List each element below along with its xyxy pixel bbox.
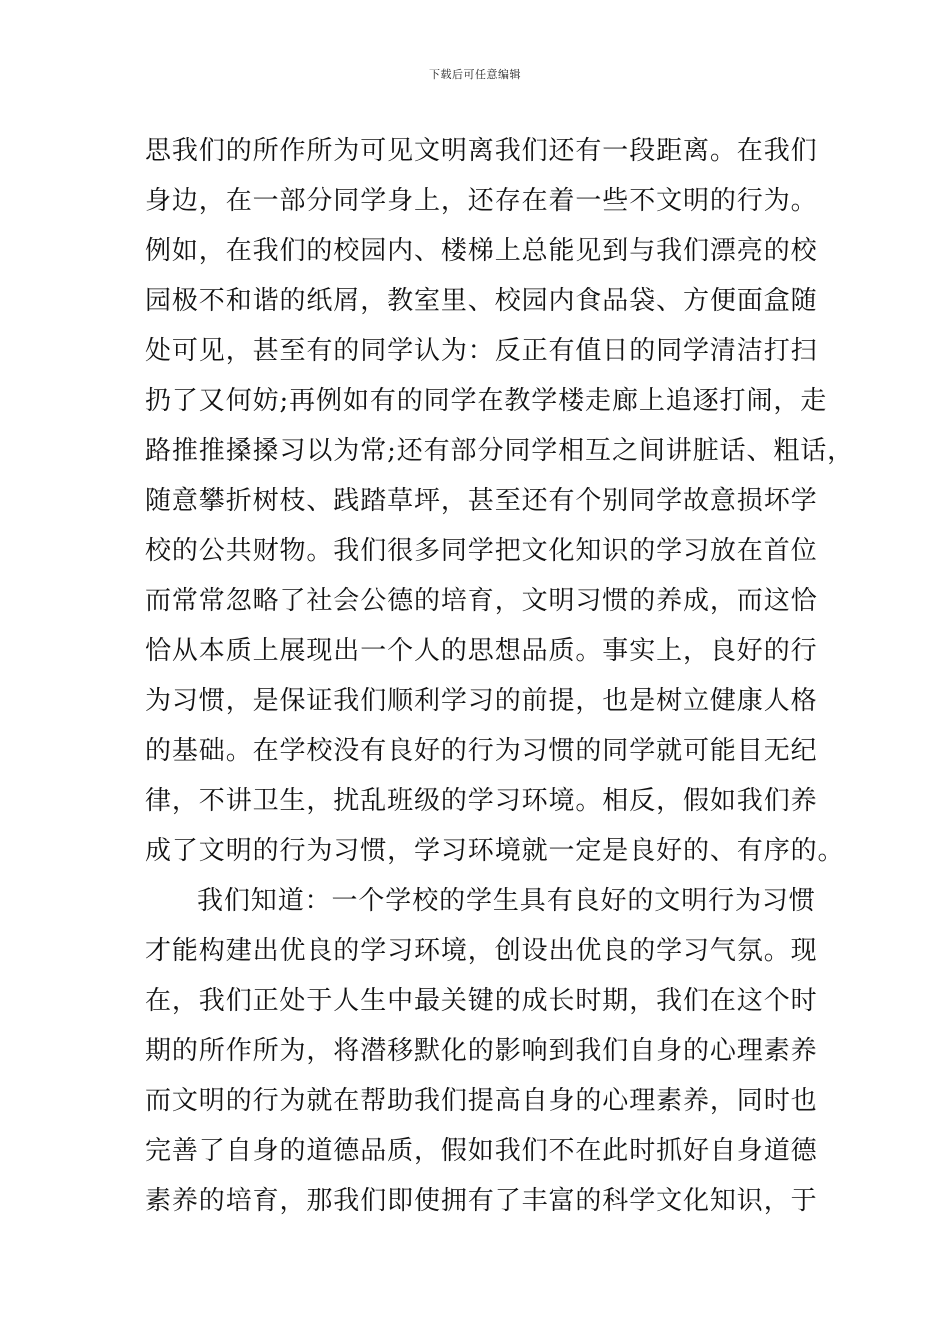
text-line: 在，我们正处于人生中最关键的成长时期，我们在这个时 xyxy=(145,986,818,1016)
text-line: 期的所作所为，将潜移默化的影响到我们自身的心理素养 xyxy=(145,1036,818,1066)
text-line: 身边，在一部分同学身上，还存在着一些不文明的行为。 xyxy=(145,186,818,216)
text-line: 扔了又何妨;再例如有的同学在教学楼走廊上追逐打闹，走 xyxy=(145,386,828,416)
document-body xyxy=(145,126,855,1226)
text-line: 思我们的所作所为可见文明离我们还有一段距离。在我们 xyxy=(145,136,818,166)
paragraph-first-line: 我们知道：一个学校的学生具有良好的文明行为习惯 xyxy=(197,886,816,916)
page-header-note: 下载后可任意编辑 xyxy=(429,68,521,81)
text-line: 为习惯，是保证我们顺利学习的前提，也是树立健康人格 xyxy=(145,686,818,716)
text-line: 路推推搡搡习以为常;还有部分同学相互之间讲脏话、粗话， xyxy=(145,436,855,466)
text-line: 才能构建出优良的学习环境，创设出优良的学习气氛。现 xyxy=(145,936,818,966)
text-line: 素养的培育，那我们即使拥有了丰富的科学文化知识，于 xyxy=(145,1186,818,1216)
text-line: 成了文明的行为习惯，学习环境就一定是良好的、有序的。 xyxy=(145,836,845,866)
text-line: 的基础。在学校没有良好的行为习惯的同学就可能目无纪 xyxy=(145,736,818,766)
text-line: 律，不讲卫生，扰乱班级的学习环境。相反，假如我们养 xyxy=(145,786,818,816)
text-line: 处可见，甚至有的同学认为：反正有值日的同学清洁打扫 xyxy=(145,336,818,366)
text-line: 校的公共财物。我们很多同学把文化知识的学习放在首位 xyxy=(145,536,818,566)
text-line: 完善了自身的道德品质，假如我们不在此时抓好自身道德 xyxy=(145,1136,818,1166)
text-line: 随意攀折树枝、践踏草坪，甚至还有个别同学故意损坏学 xyxy=(145,486,818,516)
text-line: 而文明的行为就在帮助我们提高自身的心理素养，同时也 xyxy=(145,1086,818,1116)
text-line: 园极不和谐的纸屑，教室里、校园内食品袋、方便面盒随 xyxy=(145,286,818,316)
text-line: 例如，在我们的校园内、楼梯上总能见到与我们漂亮的校 xyxy=(145,236,818,266)
text-line: 而常常忽略了社会公德的培育，文明习惯的养成，而这恰 xyxy=(145,586,818,616)
text-line: 恰从本质上展现出一个人的思想品质。事实上，良好的行 xyxy=(145,636,818,666)
